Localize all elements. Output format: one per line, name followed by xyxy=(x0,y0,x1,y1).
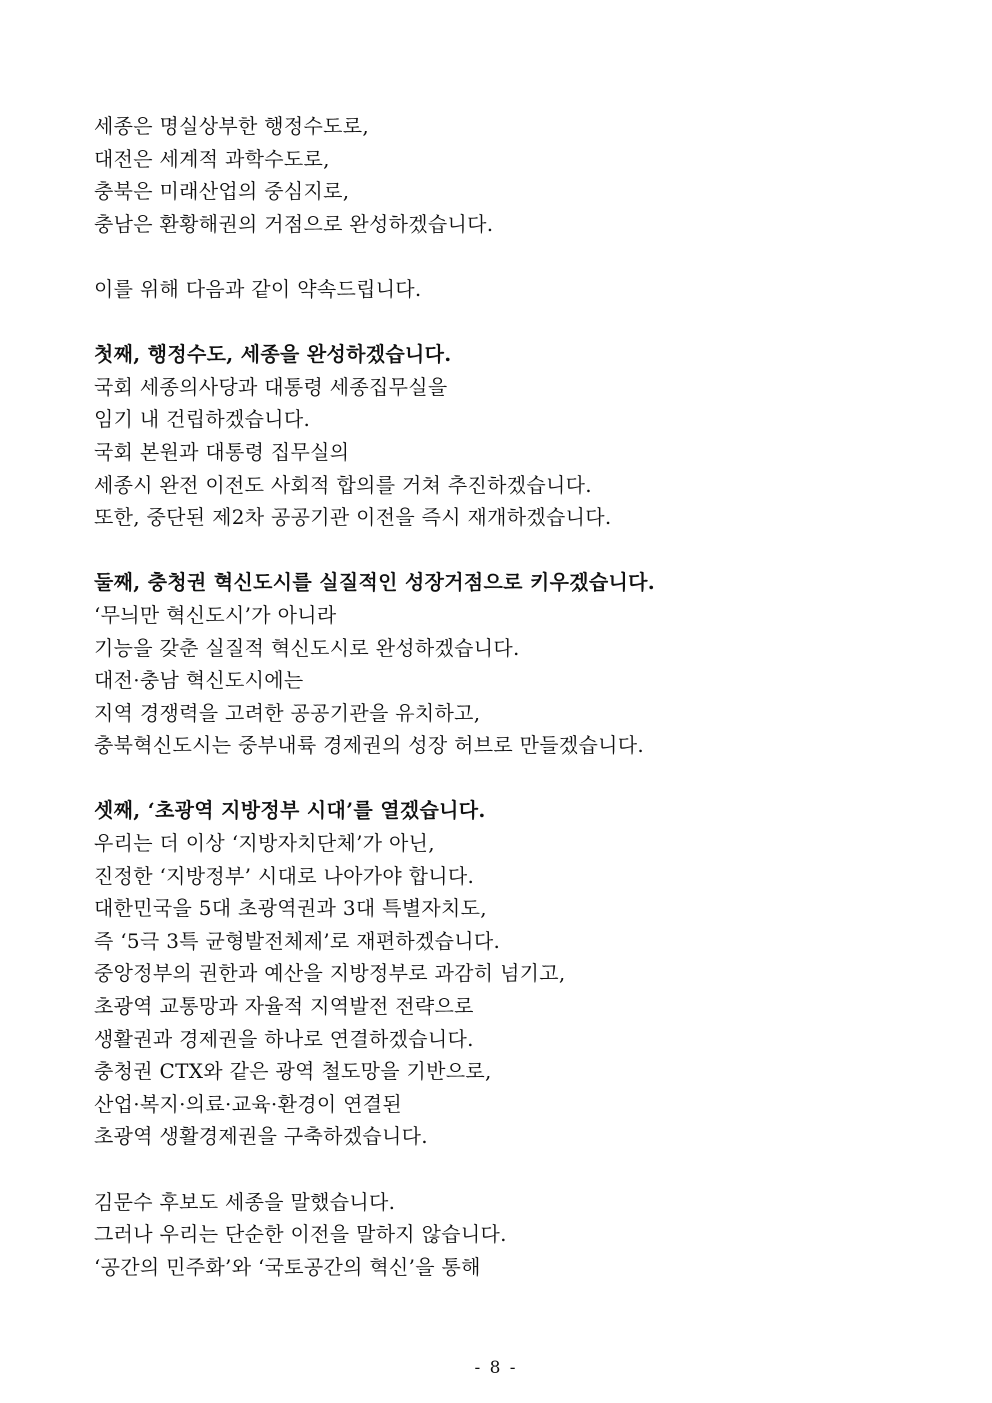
body-line: 기능을 갖춘 실질적 혁신도시로 완성하겠습니다. xyxy=(94,635,520,660)
body-line: 대전은 세계적 과학수도로, xyxy=(94,146,330,171)
body-line: ‘공간의 민주화’와 ‘국토공간의 혁신’을 통해 xyxy=(94,1254,481,1279)
paragraph-spacer xyxy=(94,534,914,567)
body-line: 세종시 완전 이전도 사회적 합의를 거쳐 추진하겠습니다. xyxy=(94,472,592,497)
body-line: 즉 ‘5극 3특 균형발전체제’로 재편하겠습니다. xyxy=(94,928,501,953)
paragraph-spacer xyxy=(94,240,914,273)
document-body xyxy=(94,110,914,1283)
section-heading: 둘째, 충청권 혁신도시를 실질적인 성장거점으로 키우겠습니다. xyxy=(94,570,655,595)
body-line: 초광역 교통망과 자율적 지역발전 전략으로 xyxy=(94,994,474,1019)
body-line: 충청권 CTX와 같은 광역 철도망을 기반으로, xyxy=(94,1059,492,1084)
body-line: 국회 본원과 대통령 집무실의 xyxy=(94,439,350,464)
body-line: 김문수 후보도 세종을 말했습니다. xyxy=(94,1189,396,1214)
body-line: 충북은 미래산업의 중심지로, xyxy=(94,179,350,204)
body-line: 그러나 우리는 단순한 이전을 말하지 않습니다. xyxy=(94,1222,507,1247)
section-heading: 셋째, ‘초광역 지방정부 시대’를 열겠습니다. xyxy=(94,798,486,823)
body-line: 이를 위해 다음과 같이 약속드립니다. xyxy=(94,276,422,301)
body-line: 대한민국을 5대 초광역권과 3대 특별자치도, xyxy=(94,896,487,921)
paragraph-spacer xyxy=(94,306,914,339)
body-line: ‘무늬만 혁신도시’가 아니라 xyxy=(94,602,337,627)
body-line: 세종은 명실상부한 행정수도로, xyxy=(94,114,370,138)
body-line: 또한, 중단된 제2차 공공기관 이전을 즉시 재개하겠습니다. xyxy=(94,505,612,530)
body-line: 우리는 더 이상 ‘지방자치단체’가 아닌, xyxy=(94,831,435,856)
body-line: 초광역 생활경제권을 구축하겠습니다. xyxy=(94,1124,428,1149)
body-line: 중앙정부의 권한과 예산을 지방정부로 과감히 넘기고, xyxy=(94,961,566,986)
body-line: 충남은 환황해권의 거점으로 완성하겠습니다. xyxy=(94,211,494,236)
body-line: 지역 경쟁력을 고려한 공공기관을 유치하고, xyxy=(94,700,481,725)
body-line: 진정한 ‘지방정부’ 시대로 나아가야 합니다. xyxy=(94,863,475,888)
section-heading: 첫째, 행정수도, 세종을 완성하겠습니다. xyxy=(94,342,452,367)
body-line: 국회 세종의사당과 대통령 세종집무실을 xyxy=(94,374,448,399)
body-line: 산업·복지·의료·교육·환경이 연결된 xyxy=(94,1091,402,1116)
paragraph-spacer xyxy=(94,1153,914,1186)
body-line: 임기 내 건립하겠습니다. xyxy=(94,407,311,432)
paragraph-spacer xyxy=(94,762,914,795)
body-line: 생활권과 경제권을 하나로 연결하겠습니다. xyxy=(94,1026,474,1051)
body-line: 대전·충남 혁신도시에는 xyxy=(94,668,304,693)
body-line: 충북혁신도시는 중부내륙 경제권의 성장 허브로 만들겠습니다. xyxy=(94,733,645,758)
page-number: - 8 - xyxy=(474,1358,518,1378)
